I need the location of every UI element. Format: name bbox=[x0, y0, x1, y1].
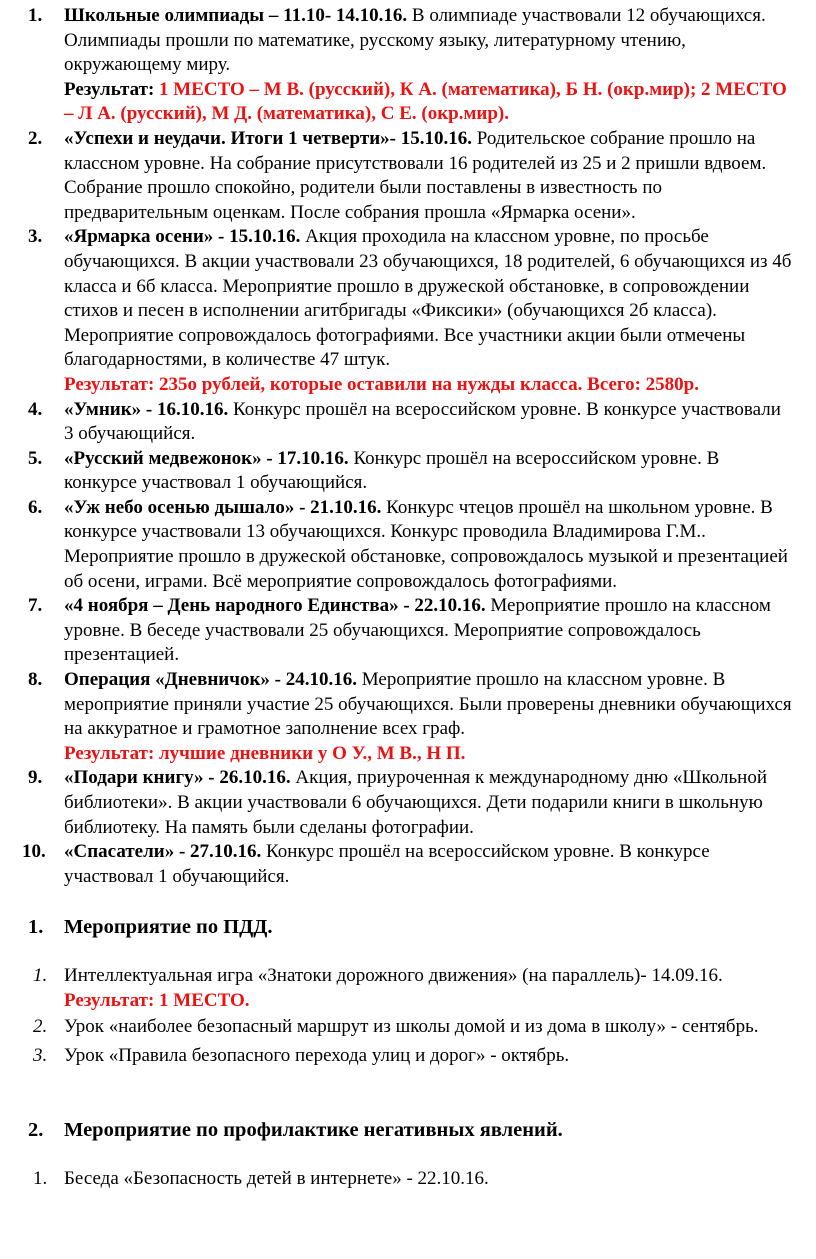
list-item bbox=[0, 398, 816, 447]
sub-item-number: 2. bbox=[33, 1016, 48, 1038]
item-text: Конкурс прошёл на всероссийском уровне. В конкурсе участвовали 3 обучающийся. bbox=[64, 398, 781, 445]
item-number: 7. bbox=[28, 595, 43, 617]
item-title: Школьные олимпиады – 11.10- 14.10.16. bbox=[64, 5, 408, 26]
list-item bbox=[0, 496, 816, 594]
list-item bbox=[0, 447, 816, 496]
item-title: «Успехи и неудачи. Итоги 1 четверти»- 15.10.16. bbox=[64, 127, 472, 149]
sub-item-text: Урок «наиболее безопасный маршрут из школы домой и из дома в школу» - сентябрь. bbox=[64, 1016, 759, 1038]
item-title: «4 ноября – День народного Единства» - 22.10.16. bbox=[64, 595, 486, 617]
item-number: 2. bbox=[28, 127, 43, 149]
item-text: Конкурс прошёл на всероссийском уровне. В конкурсе участвовал 1 обучающийся. bbox=[64, 447, 720, 494]
item-text: Мероприятие прошло на классном уровне. В беседе участвовали 25 обучающихся. Мероприятие сопровождалось презентацией. bbox=[64, 595, 771, 666]
result-text: Результат: лучшие дневники у О У., М В., Н П. bbox=[64, 742, 466, 764]
item-text: Акция проходила на классном уровне, по просьбе обучающихся. В акции участвовали 23 обучающихся, 18 родителей, 6 обучающихся из 4б класса и 6б класса. Мероприятие прошло в дружеской обстановке, в сопровождении стихов и песен в исполнении агитбригады «Фиксики» (обучающихся 2б класса). Мероприятие сопровождалось фотографиями. Все участники акции были отмечены благодарностями, в количестве 47 штук. bbox=[64, 226, 792, 371]
item-number: 10. bbox=[22, 841, 46, 863]
sub-item bbox=[0, 1044, 816, 1069]
item-text: Акция, приуроченная к международному дню «Школьной библиотеки». В акции участвовали 6 обучающихся. Дети подарили книги в школьную библиотеку. На память были сделаны фотографии. bbox=[64, 767, 767, 838]
list-item bbox=[0, 4, 816, 127]
item-text: Мероприятие прошло на классном уровне. В мероприятие приняли участие 25 обучающихся. Были проверены дневники обучающихся на аккуратное и грамотное заполнение всех граф. bbox=[64, 669, 792, 740]
section-number: 1. bbox=[28, 916, 44, 939]
sub-item-text: Урок «Правила безопасного перехода улиц и дорог» - октябрь. bbox=[64, 1044, 570, 1066]
item-number: 4. bbox=[28, 398, 43, 420]
list-item bbox=[0, 668, 816, 766]
section-heading bbox=[0, 1118, 816, 1143]
result-label: Результат: bbox=[64, 78, 155, 100]
sub-item-number: 1. bbox=[33, 964, 48, 986]
list-item bbox=[0, 127, 816, 225]
item-number: 3. bbox=[28, 226, 43, 248]
item-text: Конкурс чтецов прошёл на школьном уровне. В конкурсе участвовали 13 обучающихся. Конкурс проводила Владимирова Г.М.. Мероприятие прошло в дружеской обстановке, сопровождалось музыкой и презентацией об осени, играми. Всё мероприятие сопровождалось фотографиями. bbox=[64, 496, 788, 592]
document-page bbox=[0, 4, 816, 1192]
sub-item-text: Беседа «Безопасность детей в интернете» - 22.10.16. bbox=[64, 1167, 489, 1189]
result-text: Результат: 235о рублей, которые оставили на нужды класса. Всего: 2580р. bbox=[64, 373, 699, 395]
item-number: 1. bbox=[28, 5, 43, 26]
section-title: Мероприятие по профилактике негативных явлений. bbox=[64, 1119, 563, 1142]
item-text: Родительское собрание прошло на классном уровне. На собрание присутствовали 16 родителей из 25 и 2 пришли вдвоем. Собрание прошло спокойно, родители были поставлены в известность по предварительным оценкам. После собрания прошла «Ярмарка осени». bbox=[64, 127, 767, 223]
item-text: В олимпиаде участвовали 12 обучающихся. Олимпиады прошли по математике, русскому языку, литературному чтению, окружающему миру. bbox=[64, 5, 766, 76]
item-title: «Умник» - 16.10.16. bbox=[64, 398, 229, 420]
sub-item bbox=[0, 1167, 816, 1192]
item-title: Операция «Дневничок» - 24.10.16. bbox=[64, 669, 357, 691]
item-number: 6. bbox=[28, 496, 43, 518]
list-item bbox=[0, 840, 816, 889]
sub-item bbox=[0, 964, 816, 1013]
result-text: 1 МЕСТО – М В. (русский), К А. (математика), Б Н. (окр.мир); 2 МЕСТО – Л А. (русский), М Д. (математика), С Е. (окр.мир). bbox=[64, 78, 787, 125]
item-text: Конкурс прошёл на всероссийском уровне. В конкурсе участвовал 1 обучающийся. bbox=[64, 841, 710, 887]
sub-item-number: 1. bbox=[33, 1167, 48, 1189]
sub-item bbox=[0, 1015, 816, 1040]
section-heading bbox=[0, 915, 816, 940]
list-item bbox=[0, 225, 816, 397]
sub-item-number: 3. bbox=[33, 1044, 48, 1066]
item-title: «Подари книгу» - 26.10.16. bbox=[64, 767, 291, 789]
section-title: Мероприятие по ПДД. bbox=[64, 916, 273, 939]
result-text: Результат: 1 МЕСТО. bbox=[64, 989, 250, 1011]
item-title: «Уж небо осенью дышало» - 21.10.16. bbox=[64, 496, 382, 518]
item-title: «Русский медвежонок» - 17.10.16. bbox=[64, 447, 349, 469]
sub-item-text: Интеллектуальная игра «Знатоки дорожного движения» (на параллель)- 14.09.16. bbox=[64, 964, 723, 986]
item-title: «Спасатели» - 27.10.16. bbox=[64, 841, 262, 863]
item-number: 5. bbox=[28, 447, 43, 469]
section-number: 2. bbox=[28, 1119, 44, 1142]
item-number: 9. bbox=[28, 767, 43, 789]
list-item bbox=[0, 594, 816, 668]
item-number: 8. bbox=[28, 669, 43, 691]
item-title: «Ярмарка осени» - 15.10.16. bbox=[64, 226, 301, 248]
list-item bbox=[0, 766, 816, 840]
